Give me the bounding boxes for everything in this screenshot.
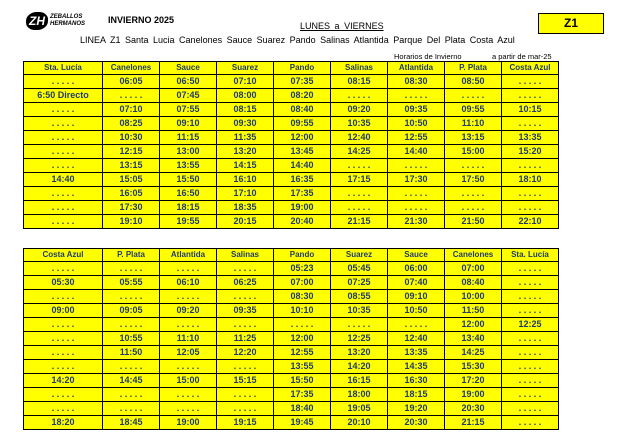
table-row xyxy=(24,416,559,430)
time-cell: . . . . . xyxy=(502,388,559,402)
column-header: P. Plata xyxy=(445,62,502,75)
column-header: Atlantida xyxy=(388,62,445,75)
time-cell: 18:00 xyxy=(331,388,388,402)
table-row xyxy=(24,117,559,131)
time-cell: . . . . . xyxy=(445,201,502,215)
time-cell: . . . . . xyxy=(24,117,103,131)
time-cell: 14:15 xyxy=(217,159,274,173)
time-cell: 19:10 xyxy=(103,215,160,229)
header-row xyxy=(24,62,559,75)
time-cell: 13:55 xyxy=(160,159,217,173)
table-row xyxy=(24,374,559,388)
time-cell: 13:00 xyxy=(160,145,217,159)
time-cell: 12:00 xyxy=(445,318,502,332)
time-cell: 17:35 xyxy=(274,187,331,201)
time-cell: . . . . . xyxy=(217,360,274,374)
season-title: INVIERNO 2025 xyxy=(108,15,175,25)
table-row xyxy=(24,131,559,145)
time-cell: . . . . . xyxy=(502,346,559,360)
time-cell: 13:35 xyxy=(388,346,445,360)
time-cell: 09:55 xyxy=(445,103,502,117)
time-cell: . . . . . xyxy=(502,332,559,346)
time-cell: 08:25 xyxy=(103,117,160,131)
return-timetable xyxy=(23,248,559,430)
brand-line-2: HERMANOS xyxy=(50,21,86,27)
time-cell: 13:35 xyxy=(502,131,559,145)
time-cell: . . . . . xyxy=(502,117,559,131)
time-cell: 08:00 xyxy=(217,89,274,103)
time-cell: . . . . . xyxy=(502,187,559,201)
time-cell: . . . . . xyxy=(160,262,217,276)
time-cell: . . . . . xyxy=(103,290,160,304)
days-from: LUNES xyxy=(300,21,331,31)
time-cell: 17:10 xyxy=(217,187,274,201)
time-cell: . . . . . xyxy=(103,262,160,276)
time-cell: . . . . . xyxy=(502,416,559,430)
time-cell: 12:00 xyxy=(274,332,331,346)
time-cell: . . . . . xyxy=(160,360,217,374)
time-cell: 15:50 xyxy=(274,374,331,388)
time-cell: 20:30 xyxy=(388,416,445,430)
time-cell: . . . . . xyxy=(502,276,559,290)
time-cell: 15:00 xyxy=(445,145,502,159)
time-cell: 14:40 xyxy=(388,145,445,159)
days-separator: a xyxy=(334,21,340,31)
time-cell: . . . . . xyxy=(331,201,388,215)
time-cell: 11:50 xyxy=(103,346,160,360)
time-cell: 08:15 xyxy=(217,103,274,117)
table-row xyxy=(24,103,559,117)
time-cell: . . . . . xyxy=(103,360,160,374)
table-row xyxy=(24,332,559,346)
time-cell: 18:45 xyxy=(103,416,160,430)
time-cell: 18:20 xyxy=(24,416,103,430)
time-cell: 12:05 xyxy=(160,346,217,360)
column-header: Suarez xyxy=(331,249,388,262)
time-cell: 07:25 xyxy=(331,276,388,290)
time-cell: 19:05 xyxy=(331,402,388,416)
time-cell: . . . . . xyxy=(445,89,502,103)
time-cell: . . . . . xyxy=(502,262,559,276)
time-cell: 08:30 xyxy=(388,75,445,89)
time-cell: 08:40 xyxy=(274,103,331,117)
table-row xyxy=(24,201,559,215)
logo-text: ZH xyxy=(29,14,45,28)
time-cell: . . . . . xyxy=(502,201,559,215)
time-cell: 17:30 xyxy=(103,201,160,215)
time-cell: 14:25 xyxy=(331,145,388,159)
table-row xyxy=(24,262,559,276)
time-cell: . . . . . xyxy=(24,103,103,117)
column-header: Sauce xyxy=(388,249,445,262)
column-header: Costa Azul xyxy=(502,62,559,75)
time-cell: 17:30 xyxy=(388,173,445,187)
column-header: Salinas xyxy=(217,249,274,262)
time-cell: . . . . . xyxy=(103,402,160,416)
time-cell: 10:55 xyxy=(103,332,160,346)
time-cell: 17:50 xyxy=(445,173,502,187)
time-cell: . . . . . xyxy=(103,388,160,402)
time-cell: . . . . . xyxy=(502,402,559,416)
time-cell: 05:30 xyxy=(24,276,103,290)
time-cell: . . . . . xyxy=(217,290,274,304)
time-cell: 06:00 xyxy=(388,262,445,276)
time-cell: 10:50 xyxy=(388,304,445,318)
table-row xyxy=(24,402,559,416)
time-cell: . . . . . xyxy=(24,402,103,416)
time-cell: 07:10 xyxy=(103,103,160,117)
time-cell: 12:20 xyxy=(217,346,274,360)
time-cell: . . . . . xyxy=(502,290,559,304)
time-cell: 14:45 xyxy=(103,374,160,388)
time-cell: . . . . . xyxy=(445,187,502,201)
time-cell: 08:50 xyxy=(445,75,502,89)
time-cell: 08:15 xyxy=(331,75,388,89)
time-cell: . . . . . xyxy=(217,262,274,276)
time-cell: 07:00 xyxy=(445,262,502,276)
time-cell: . . . . . xyxy=(274,318,331,332)
time-cell: 08:55 xyxy=(331,290,388,304)
column-header: Pando xyxy=(274,249,331,262)
column-header: Costa Azul xyxy=(24,249,103,262)
time-cell: . . . . . xyxy=(502,360,559,374)
time-cell: 18:10 xyxy=(502,173,559,187)
time-cell: 14:20 xyxy=(24,374,103,388)
time-cell: 17:20 xyxy=(445,374,502,388)
time-cell: 06:25 xyxy=(217,276,274,290)
time-cell: . . . . . xyxy=(24,75,103,89)
time-cell: 14:35 xyxy=(388,360,445,374)
time-cell: . . . . . xyxy=(24,360,103,374)
time-cell: 07:45 xyxy=(160,89,217,103)
time-cell: 16:15 xyxy=(331,374,388,388)
column-header: Pando xyxy=(274,62,331,75)
time-cell: 22:10 xyxy=(502,215,559,229)
time-cell: 17:15 xyxy=(331,173,388,187)
column-header: P. Plata xyxy=(103,249,160,262)
company-brand xyxy=(50,14,85,28)
time-cell: . . . . . xyxy=(217,402,274,416)
time-cell: . . . . . xyxy=(160,388,217,402)
table-row xyxy=(24,173,559,187)
column-header: Atlantida xyxy=(160,249,217,262)
time-cell: 6:50 Directo xyxy=(24,89,103,103)
time-cell: 19:00 xyxy=(160,416,217,430)
time-cell: . . . . . xyxy=(24,131,103,145)
time-cell: . . . . . xyxy=(24,201,103,215)
time-cell: 15:15 xyxy=(217,374,274,388)
time-cell: 13:45 xyxy=(274,145,331,159)
column-header: Salinas xyxy=(331,62,388,75)
time-cell: 14:40 xyxy=(24,173,103,187)
time-cell: . . . . . xyxy=(103,89,160,103)
time-cell: 12:00 xyxy=(274,131,331,145)
time-cell: . . . . . xyxy=(160,402,217,416)
time-cell: 13:15 xyxy=(445,131,502,145)
time-cell: 14:25 xyxy=(445,346,502,360)
table-row xyxy=(24,290,559,304)
route-description: LINEA Z1 Santa Lucia Canelones Sauce Suarez Pando Salinas Atlantida Parque Del Plata Costa Azul xyxy=(80,35,515,45)
time-cell: 07:55 xyxy=(160,103,217,117)
time-cell: 08:20 xyxy=(274,89,331,103)
time-cell: 08:30 xyxy=(274,290,331,304)
time-cell: 21:50 xyxy=(445,215,502,229)
time-cell: 13:15 xyxy=(103,159,160,173)
time-cell: . . . . . xyxy=(24,159,103,173)
schedule-note: Horarios de Invierno xyxy=(394,52,462,61)
time-cell: . . . . . xyxy=(160,318,217,332)
time-cell: 05:55 xyxy=(103,276,160,290)
time-cell: 10:50 xyxy=(388,117,445,131)
time-cell: 06:05 xyxy=(103,75,160,89)
time-cell: . . . . . xyxy=(445,159,502,173)
time-cell: . . . . . xyxy=(24,388,103,402)
time-cell: 06:50 xyxy=(160,75,217,89)
time-cell: 09:20 xyxy=(160,304,217,318)
time-cell: 12:40 xyxy=(388,332,445,346)
time-cell: . . . . . xyxy=(103,318,160,332)
time-cell: 12:55 xyxy=(388,131,445,145)
brand-line-1: ZEBALLOS xyxy=(50,14,83,20)
time-cell: . . . . . xyxy=(160,290,217,304)
time-cell: 14:40 xyxy=(274,159,331,173)
time-cell: 12:40 xyxy=(331,131,388,145)
time-cell: 11:10 xyxy=(445,117,502,131)
time-cell: . . . . . xyxy=(331,187,388,201)
time-cell: 19:00 xyxy=(274,201,331,215)
column-header: Sta. Lucía xyxy=(502,249,559,262)
time-cell: . . . . . xyxy=(24,187,103,201)
time-cell: 09:00 xyxy=(24,304,103,318)
company-logo xyxy=(26,12,48,30)
time-cell: 13:55 xyxy=(274,360,331,374)
time-cell: 10:15 xyxy=(502,103,559,117)
time-cell: 07:10 xyxy=(217,75,274,89)
time-cell: . . . . . xyxy=(502,304,559,318)
time-cell: 20:30 xyxy=(445,402,502,416)
time-cell: 12:25 xyxy=(331,332,388,346)
time-cell: 12:55 xyxy=(274,346,331,360)
time-cell: 09:35 xyxy=(388,103,445,117)
time-cell: 11:50 xyxy=(445,304,502,318)
header-row xyxy=(24,249,559,262)
valid-from: a partir de mar-25 xyxy=(492,52,552,61)
time-cell: 07:00 xyxy=(274,276,331,290)
table-row xyxy=(24,388,559,402)
time-cell: 09:30 xyxy=(217,117,274,131)
line-code-badge: Z1 xyxy=(538,13,604,34)
time-cell: 18:35 xyxy=(217,201,274,215)
time-cell: 20:15 xyxy=(217,215,274,229)
time-cell: 10:30 xyxy=(103,131,160,145)
time-cell: 16:05 xyxy=(103,187,160,201)
time-cell: . . . . . xyxy=(24,346,103,360)
time-cell: . . . . . xyxy=(24,290,103,304)
time-cell: . . . . . xyxy=(24,318,103,332)
time-cell: . . . . . xyxy=(502,75,559,89)
time-cell: . . . . . xyxy=(331,159,388,173)
time-cell: 18:15 xyxy=(160,201,217,215)
time-cell: 15:00 xyxy=(160,374,217,388)
time-cell: 21:15 xyxy=(331,215,388,229)
table-row xyxy=(24,215,559,229)
time-cell: 19:00 xyxy=(445,388,502,402)
column-header: Canelones xyxy=(103,62,160,75)
time-cell: 20:10 xyxy=(331,416,388,430)
table-row xyxy=(24,145,559,159)
time-cell: 20:40 xyxy=(274,215,331,229)
time-cell: . . . . . xyxy=(217,388,274,402)
time-cell: . . . . . xyxy=(502,374,559,388)
time-cell: 09:35 xyxy=(217,304,274,318)
time-cell: 11:25 xyxy=(217,332,274,346)
time-cell: 12:25 xyxy=(502,318,559,332)
time-cell: 13:20 xyxy=(217,145,274,159)
time-cell: 11:15 xyxy=(160,131,217,145)
time-cell: . . . . . xyxy=(24,332,103,346)
time-cell: 18:15 xyxy=(388,388,445,402)
column-header: Sauce xyxy=(160,62,217,75)
time-cell: 16:35 xyxy=(274,173,331,187)
time-cell: 07:40 xyxy=(388,276,445,290)
time-cell: 15:30 xyxy=(445,360,502,374)
time-cell: . . . . . xyxy=(388,89,445,103)
time-cell: 17:35 xyxy=(274,388,331,402)
time-cell: 14:20 xyxy=(331,360,388,374)
time-cell: . . . . . xyxy=(217,318,274,332)
time-cell: 09:10 xyxy=(160,117,217,131)
time-cell: . . . . . xyxy=(331,318,388,332)
time-cell: 08:40 xyxy=(445,276,502,290)
time-cell: 10:35 xyxy=(331,117,388,131)
service-days xyxy=(300,21,384,31)
time-cell: 10:00 xyxy=(445,290,502,304)
time-cell: 09:05 xyxy=(103,304,160,318)
time-cell: 19:15 xyxy=(217,416,274,430)
column-header: Suarez xyxy=(217,62,274,75)
time-cell: 19:20 xyxy=(388,402,445,416)
time-cell: 05:45 xyxy=(331,262,388,276)
time-cell: 09:55 xyxy=(274,117,331,131)
time-cell: 10:35 xyxy=(331,304,388,318)
time-cell: . . . . . xyxy=(388,159,445,173)
table-row xyxy=(24,187,559,201)
time-cell: 06:10 xyxy=(160,276,217,290)
time-cell: 16:10 xyxy=(217,173,274,187)
time-cell: 19:45 xyxy=(274,416,331,430)
time-cell: 15:05 xyxy=(103,173,160,187)
table-row xyxy=(24,360,559,374)
time-cell: 11:10 xyxy=(160,332,217,346)
time-cell: . . . . . xyxy=(331,89,388,103)
time-cell: 11:35 xyxy=(217,131,274,145)
time-cell: 13:20 xyxy=(331,346,388,360)
time-cell: . . . . . xyxy=(502,159,559,173)
time-cell: . . . . . xyxy=(24,215,103,229)
time-cell: . . . . . xyxy=(24,262,103,276)
time-cell: . . . . . xyxy=(24,145,103,159)
table-row xyxy=(24,75,559,89)
time-cell: 16:50 xyxy=(160,187,217,201)
time-cell: . . . . . xyxy=(388,201,445,215)
time-cell: 15:50 xyxy=(160,173,217,187)
time-cell: 07:35 xyxy=(274,75,331,89)
time-cell: 09:20 xyxy=(331,103,388,117)
table-row xyxy=(24,318,559,332)
table-row xyxy=(24,304,559,318)
time-cell: 21:30 xyxy=(388,215,445,229)
table-row xyxy=(24,346,559,360)
table-row xyxy=(24,276,559,290)
time-cell: 19:55 xyxy=(160,215,217,229)
table-row xyxy=(24,89,559,103)
time-cell: . . . . . xyxy=(388,318,445,332)
time-cell: 18:40 xyxy=(274,402,331,416)
time-cell: 15:20 xyxy=(502,145,559,159)
column-header: Sta. Lucía xyxy=(24,62,103,75)
time-cell: 13:40 xyxy=(445,332,502,346)
days-to: VIERNES xyxy=(344,21,384,31)
time-cell: 09:10 xyxy=(388,290,445,304)
time-cell: 10:10 xyxy=(274,304,331,318)
outbound-timetable xyxy=(23,61,559,229)
time-cell: 21:15 xyxy=(445,416,502,430)
time-cell: . . . . . xyxy=(502,89,559,103)
time-cell: . . . . . xyxy=(388,187,445,201)
column-header: Canelones xyxy=(445,249,502,262)
table-row xyxy=(24,159,559,173)
time-cell: 12:15 xyxy=(103,145,160,159)
time-cell: 05:23 xyxy=(274,262,331,276)
time-cell: 16:30 xyxy=(388,374,445,388)
